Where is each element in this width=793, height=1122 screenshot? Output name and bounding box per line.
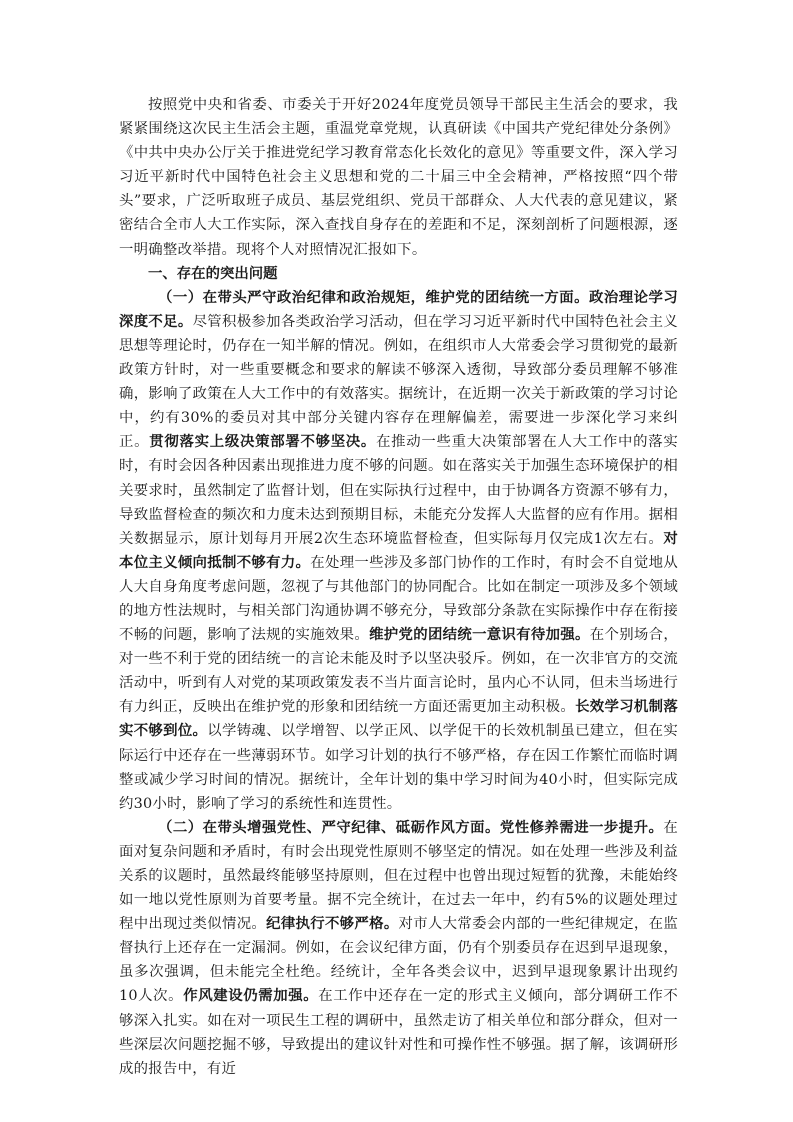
- point-2-1-text: 在面对复杂问题和矛盾时，有时会出现党性原则不够坚定的情况。如在处理一些涉及利益关系的议题时，虽然最终能够坚持原则，但在过程中也曾出现过短暂的犹豫，未能始终如一地以党性原则为首要考量。据不完全统计，在过去一年中，约有5%的议题处理过程中出现过类似情况。: [119, 819, 678, 933]
- intro-paragraph: 按照党中央和省委、市委关于开好2024年度党员领导干部民主生活会的要求，我紧紧围绕这次民主生活会主题，重温党章党规，认真研读《中国共产党纪律处分条例》《中共中央办公厅关于推进党纪学习教育常态化长效化的意见》等重要文件，深入学习习近平新时代中国特色社会主义思想和党的二十届三中全会精神，严格按照“四个带头”要求，广泛听取班子成员、基层党组织、党员干部群众、人大代表的意见建议，紧密结合全市人大工作实际，深入查找自身存在的差距和不足，深刻剖析了问题根源，逐一明确整改举措。现将个人对照情况汇报如下。: [119, 97, 678, 258]
- point-1-3-title: 对本位主义倾向抵制不够有力。: [119, 529, 678, 571]
- point-2-2-title: 纪律执行不够严格。: [266, 915, 399, 933]
- point-1-1-text: 尽管积极参加各类政治学习活动，但在学习习近平新时代中国特色社会主义思想等理论时，仍存在一知半解的情况。例如，在组织市人大常委会学习贯彻党的最新政策方针时，对一些重要概念和要求的解读不够深入透彻，导致部分委员理解不够准确，影响了政策在人大工作中的有效落实。据统计，在近期一次关于新政策的学习讨论中，约有30%的委员对其中部分关键内容存在理解偏差，需要进一步深化学习来纠正。: [119, 313, 678, 451]
- point-1-4-text: 在个别场合，对一些不利于党的团结统一的言论未能及时予以坚决驳斥。例如，在一次非官方的交流活动中，听到有人对党的某项政策发表不当片面言论时，虽内心不认同，但未当场进行有力纠正，反映出在维护党的形象和团结统一方面还需更加主动积极。: [119, 627, 678, 716]
- subsection-1-paragraph: [119, 286, 678, 816]
- point-1-2-text: 在推动一些重大决策部署在人大工作中的落实时，有时会因各种因素出现推进力度不够的问题。如在落实关于加强生态环境保护的相关要求时，虽然制定了监督计划，但在实际执行过程中，由于协调各方资源不够有力，导致监督检查的频次和力度未达到预期目标，未能充分发挥人大监督的应有作用。据相关数据显示，原计划每月开展2次生态环境监督检查，但实际每月仅完成1次左右。: [119, 434, 678, 547]
- subsection-1-heading: （一）在带头严守政治纪律和政治规矩，维护党的团结统一方面。: [158, 288, 590, 306]
- point-2-3-text: 在工作中还存在一定的形式主义倾向，部分调研工作不够深入扎实。如在对一项民生工程的调研中，虽然走访了相关单位和部分群众，但对一些深层次问题挖掘不够，导致提出的建议针对性和可操作性不够强。据了解，该调研形成的报告中，有近: [119, 988, 678, 1077]
- point-1-1-title: 政治理论学习深度不足。: [119, 288, 678, 330]
- subsection-2-paragraph: [119, 816, 678, 1081]
- point-1-2-title: 贯彻落实上级决策部署不够坚决。: [149, 433, 377, 451]
- point-1-5-title: 长效学习机制落实不够到位。: [119, 698, 678, 740]
- subsection-2-heading: （二）在带头增强党性、严守纪律、砥砺作风方面。: [158, 818, 500, 836]
- point-1-5-text: 以学铸魂、以学增智、以学正风、以学促干的长效机制虽已建立，但在实际运行中还存在一些薄弱环节。如学习计划的执行不够严格，存在因工作繁忙而临时调整或减少学习时间的情况。据统计，全年计划的集中学习时间为40小时，但实际完成约30小时，影响了学习的系统性和连贯性。: [119, 723, 678, 812]
- point-1-3-text: 在处理一些涉及多部门协作的工作时，有时会不自觉地从人大自身角度考虑问题，忽视了与其他部门的协同配合。比如在制定一项涉及多个领域的地方性法规时，与相关部门沟通协调不够充分，导致部分条款在实际操作中存在衔接不畅的问题，影响了法规的实施效果。: [119, 554, 678, 644]
- section-heading-problems: 一、存在的突出问题: [148, 264, 278, 282]
- point-2-1-title: 党性修养需进一步提升。: [499, 818, 664, 836]
- point-1-4-title: 维护党的团结统一意识有待加强。: [369, 626, 590, 644]
- point-2-3-title: 作风建设仍需加强。: [183, 987, 319, 1005]
- point-2-2-text: 对市人大常委会内部的一些纪律规定，在监督执行上还存在一定漏洞。例如，在会议纪律方面，仍有个别委员存在迟到早退现象，虽多次强调，但未能完全杜绝。经统计，全年各类会议中，迟到早退现象累计出现约10人次。: [119, 916, 678, 1005]
